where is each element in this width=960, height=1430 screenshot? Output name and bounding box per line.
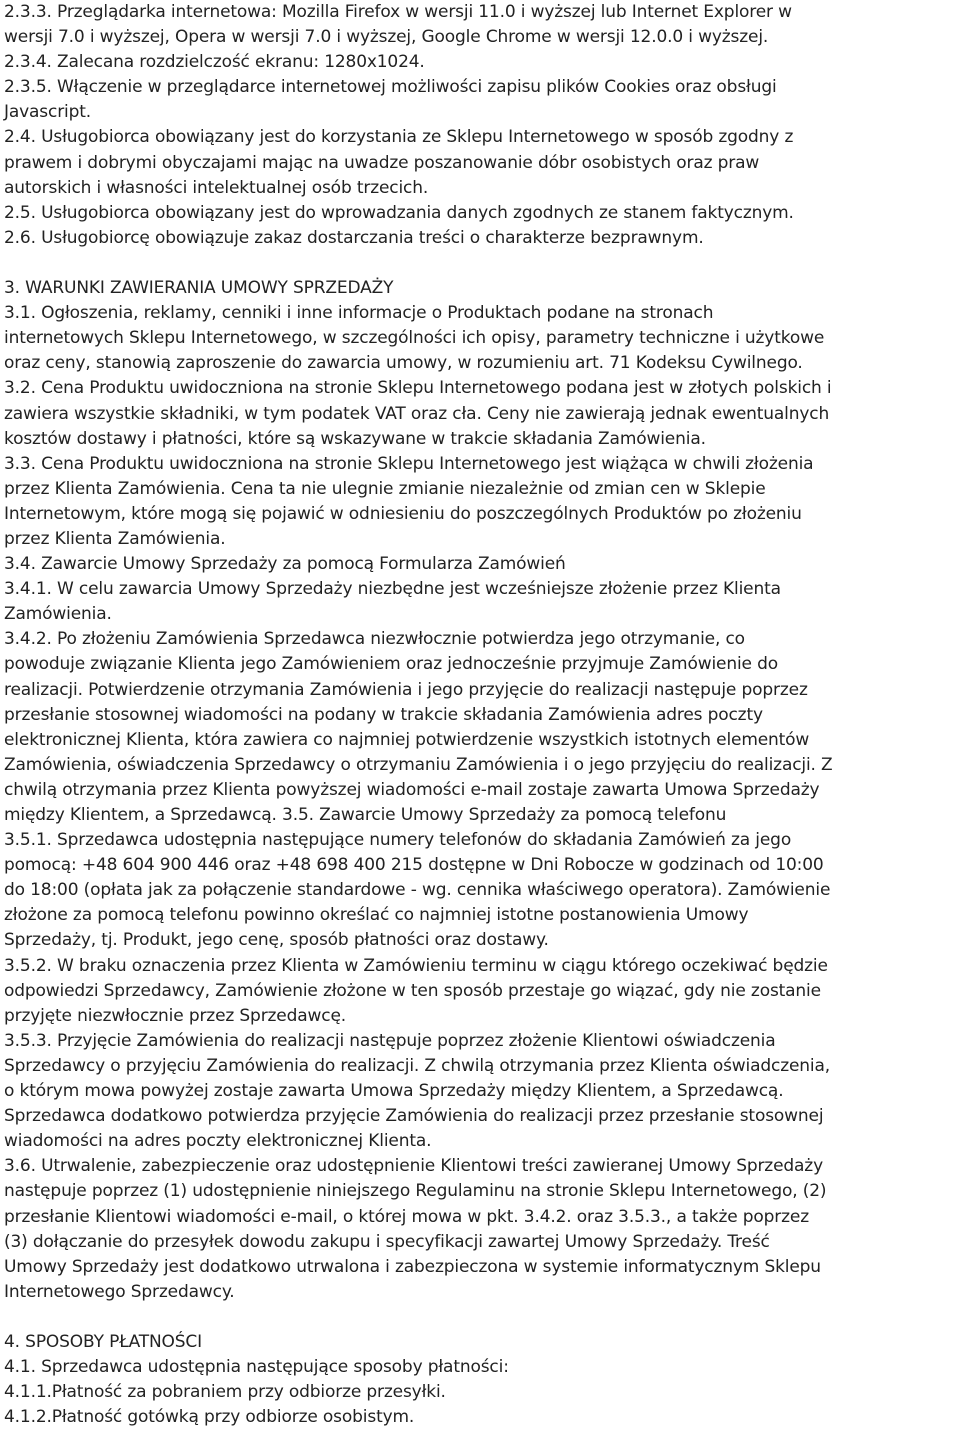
paragraph <box>4 301 960 1305</box>
text-line: 2.4. Usługobiorca obowiązany jest do korzystania ze Sklepu Internetowego w sposób zgodny z <box>4 127 794 148</box>
text-line: Umowy Sprzedaży jest dodatkowo utrwalona i zabezpieczona w systemie informatycznym Sklepu <box>4 1256 821 1277</box>
text-line: przyjęte niezwłocznie przez Sprzedawcę. <box>4 1005 347 1026</box>
text-line: pomocą: +48 604 900 446 oraz +48 698 400 215 dostępne w Dni Robocze w godzinach od 10:00 <box>4 855 824 876</box>
text-line: 2.3.5. Włączenie w przeglądarce internetowej możliwości zapisu plików Cookies oraz obsługi <box>4 77 777 98</box>
text-line: o którym mowa powyżej zostaje zawarta Umowa Sprzedaży między Klientem, a Sprzedawcą. <box>4 1081 784 1102</box>
text-line: Zamówienia. <box>4 604 112 625</box>
text-line: 3.3. Cena Produktu uwidoczniona na stronie Sklepu Internetowego jest wiążąca w chwili złożenia <box>4 453 814 474</box>
text-line: 4.1.2.Płatność gotówką przy odbiorze osobistym. <box>4 1407 415 1428</box>
text-line: przesłanie stosownej wiadomości na podany w trakcie składania Zamówienia adres poczty <box>4 704 763 725</box>
text-line: Internetowego Sprzedawcy. <box>4 1281 235 1302</box>
text-line: Internetowym, które mogą się pojawić w odniesieniu do poszczególnych Produktów po złożeniu <box>4 503 802 524</box>
text-line: autorskich i własności intelektualnej osób trzecich. <box>4 177 429 198</box>
text-line: chwilą otrzymania przez Klienta powyższej wiadomości e-mail zostaje zawarta Umowa Sprzedaży <box>4 779 820 800</box>
section-heading <box>4 1330 960 1355</box>
text-line: internetowych Sklepu Internetowego, w szczególności ich opisy, parametry techniczne i użytkowe <box>4 328 825 349</box>
text-line: Sprzedawcy o przyjęciu Zamówienia do realizacji. Z chwilą otrzymania przez Klienta oświadczenia, <box>4 1055 831 1076</box>
text-line: Javascript. <box>4 102 92 123</box>
text-line: Sprzedaży, tj. Produkt, jego cenę, sposób płatności oraz dostawy. <box>4 930 549 951</box>
text-line: 3.5.1. Sprzedawca udostępnia następujące numery telefonów do składania Zamówień za jego <box>4 830 792 851</box>
text-line: elektronicznej Klienta, która zawiera co najmniej potwierdzenie wszystkich istotnych elementów <box>4 729 810 750</box>
heading-line: 4. SPOSOBY PŁATNOŚCI <box>4 1331 203 1352</box>
paragraph <box>4 0 960 251</box>
text-line: zawiera wszystkie składniki, w tym podatek VAT oraz cła. Ceny nie zawierają jednak ewentualnych <box>4 403 830 424</box>
text-line: Sprzedawca dodatkowo potwierdza przyjęcie Zamówienia do realizacji przez przesłanie stosownej <box>4 1106 824 1127</box>
text-line: 3.4.1. W celu zawarcia Umowy Sprzedaży niezbędne jest wcześniejsze złożenie przez Klienta <box>4 579 781 600</box>
text-line: odpowiedzi Sprzedawcy, Zamówienie złożone w ten sposób przestaje go wiązać, gdy nie zostanie <box>4 980 821 1001</box>
text-line: 4.1. Sprzedawca udostępnia następujące sposoby płatności: <box>4 1357 509 1378</box>
text-line: 3.5.2. W braku oznaczenia przez Klienta w Zamówieniu terminu w ciągu którego oczekiwać będzie <box>4 955 828 976</box>
text-line: 3.6. Utrwalenie, zabezpieczenie oraz udostępnienie Klientowi treści zawieranej Umowy Sprzedaży <box>4 1156 823 1177</box>
text-line: oraz ceny, stanowią zaproszenie do zawarcia umowy, w rozumieniu art. 71 Kodeksu Cywilnego. <box>4 353 803 374</box>
text-line: 2.3.3. Przeglądarka internetowa: Mozilla Firefox w wersji 11.0 i wyższej lub Internet Explorer w <box>4 2 792 22</box>
text-line: złożone za pomocą telefonu powinno określać co najmniej istotne postanowienia Umowy <box>4 905 749 926</box>
paragraph-spacer <box>4 1305 960 1330</box>
text-line: wersji 7.0 i wyższej, Opera w wersji 7.0 i wyższej, Google Chrome w wersji 12.0.0 i wyższej. <box>4 27 769 48</box>
text-line: między Klientem, a Sprzedawcą. 3.5. Zawarcie Umowy Sprzedaży za pomocą telefonu <box>4 805 727 825</box>
text-line: przez Klienta Zamówienia. Cena ta nie ulegnie zmianie niezależnie od zmian cen w Sklepie <box>4 478 766 499</box>
text-line: 2.3.4. Zalecana rozdzielczość ekranu: 1280x1024. <box>4 52 425 73</box>
text-line: 2.5. Usługobiorca obowiązany jest do wprowadzania danych zgodnych ze stanem faktycznym. <box>4 202 794 223</box>
paragraph <box>4 1355 960 1430</box>
text-line: do 18:00 (opłata jak za połączenie standardowe - wg. cennika właściwego operatora). Zamówienie <box>4 880 831 901</box>
text-line: prawem i dobrymi obyczajami mając na uwadze poszanowanie dóbr osobistych oraz praw <box>4 152 760 173</box>
text-line: Zamówienia, oświadczenia Sprzedawcy o otrzymaniu Zamówienia i o jego przyjęciu do realizacji. Z <box>4 754 833 775</box>
text-line: 3.2. Cena Produktu uwidoczniona na stronie Sklepu Internetowego podana jest w złotych polskich i <box>4 378 832 399</box>
text-line: 4.1.1.Płatność za pobraniem przy odbiorze przesyłki. <box>4 1382 446 1403</box>
text-line: (3) dołączanie do przesyłek dowodu zakupu i specyfikacji zawartej Umowy Sprzedaży. Treść <box>4 1231 770 1252</box>
text-line: wiadomości na adres poczty elektronicznej Klienta. <box>4 1131 432 1152</box>
text-line: kosztów dostawy i płatności, które są wskazywane w trakcie składania Zamówienia. <box>4 428 706 449</box>
text-line: realizacji. Potwierdzenie otrzymania Zamówienia i jego przyjęcie do realizacji następuje poprzez <box>4 679 808 700</box>
section-heading <box>4 276 960 301</box>
text-line: 3.5.3. Przyjęcie Zamówienia do realizacji następuje poprzez złożenie Klientowi oświadczenia <box>4 1030 776 1051</box>
text-line: powoduje związanie Klienta jego Zamówieniem oraz jednocześnie przyjmuje Zamówienie do <box>4 654 778 675</box>
heading-line: 3. WARUNKI ZAWIERANIA UMOWY SPRZEDAŻY <box>4 278 394 299</box>
text-line: przesłanie Klientowi wiadomości e-mail, o której mowa w pkt. 3.4.2. oraz 3.5.3., a także poprzez <box>4 1206 810 1227</box>
paragraph-spacer <box>4 251 960 276</box>
text-line: 3.4.2. Po złożeniu Zamówienia Sprzedawca niezwłocznie potwierdza jego otrzymanie, co <box>4 629 745 650</box>
text-line: 3.4. Zawarcie Umowy Sprzedaży za pomocą Formularza Zamówień <box>4 554 566 575</box>
text-line: przez Klienta Zamówienia. <box>4 528 226 549</box>
text-line: 2.6. Usługobiorcę obowiązuje zakaz dostarczania treści o charakterze bezprawnym. <box>4 227 704 248</box>
text-line: następuje poprzez (1) udostępnienie niniejszego Regulaminu na stronie Sklepu Internetowego, (2) <box>4 1181 827 1202</box>
text-line: 3.1. Ogłoszenia, reklamy, cenniki i inne informacje o Produktach podane na stronach <box>4 303 714 324</box>
